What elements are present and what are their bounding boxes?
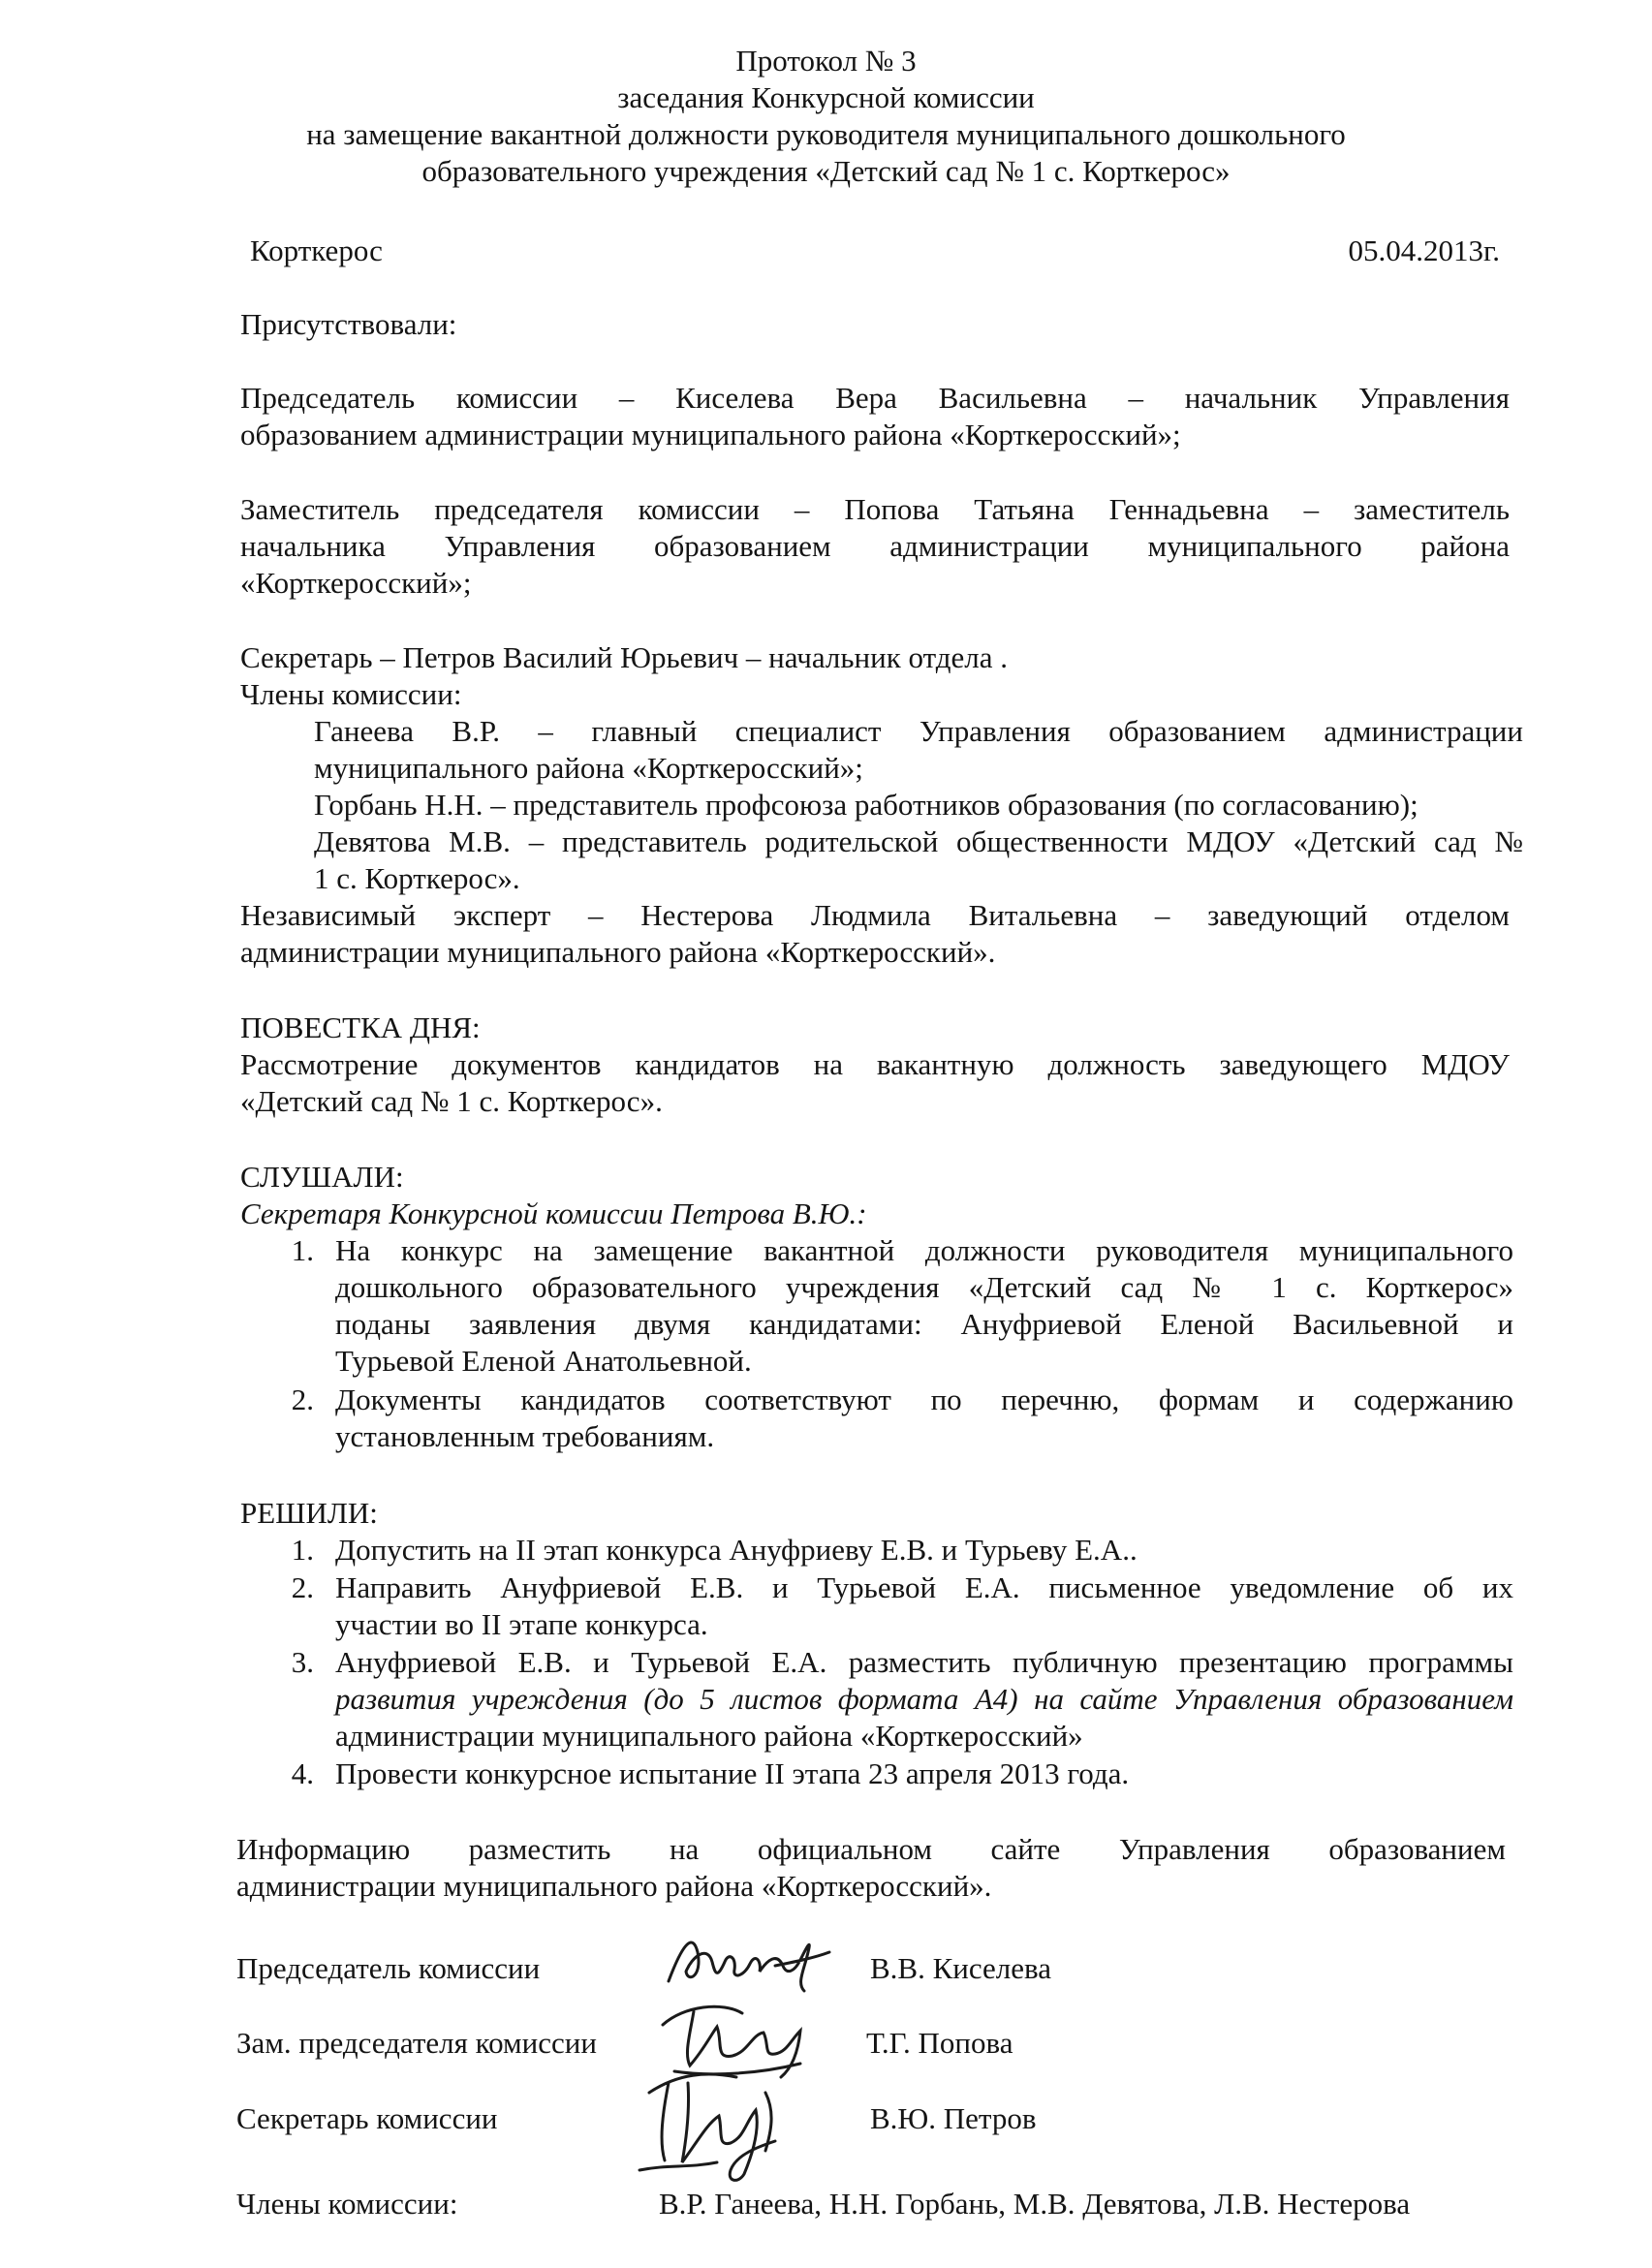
sig-secretary-role: Секретарь комиссии — [236, 2101, 498, 2135]
title-line-3: на замещение вакантной должности руководителя муниципального дошкольного — [306, 117, 1346, 151]
expert-line-2: администрации муниципального района «Корткеросский». — [240, 935, 996, 969]
info-line-2: администрации муниципального района «Корткеросский». — [236, 1869, 992, 1903]
heard-item-1-line-1: На конкурс на замещение вакантной должности руководителя муниципального — [335, 1233, 1513, 1267]
member-3-line-1: Девятова М.В. – представитель родительской общественности МДОУ «Детский сад № — [314, 824, 1523, 858]
decided-item-1-line-1: Допустить на II этап конкурса Ануфриеву Е.В. и Турьеву Е.А.. — [335, 1533, 1138, 1567]
sig-deputy-name: Т.Г. Попова — [866, 2026, 1013, 2060]
date: 05.04.2013г. — [1348, 233, 1500, 267]
deputy-line-3: «Корткеросский»; — [240, 566, 472, 600]
member-3-line-2: 1 с. Корткерос». — [314, 861, 520, 895]
attended-label: Присутствовали: — [240, 307, 457, 341]
agenda-line-1: Рассмотрение документов кандидатов на вакантную должность заведующего МДОУ — [240, 1047, 1510, 1081]
decided-item-4-line-1: Провести конкурсное испытание II этапа 23 апреля 2013 года. — [335, 1756, 1130, 1790]
agenda-line-2: «Детский сад № 1 с. Корткерос». — [240, 1084, 663, 1118]
decided-item-3-number: 3. — [291, 1645, 314, 1679]
title-line-1: Протокол № 3 — [735, 44, 917, 78]
sig-chair-role: Председатель комиссии — [236, 1951, 541, 1985]
chair-paragraph — [240, 380, 1510, 453]
info-line-1: Информацию разместить на официальном сайте Управления образованием — [236, 1832, 1506, 1866]
sig-members-names: В.Р. Ганеева, Н.Н. Горбань, М.В. Девятова, Л.В. Нестерова — [659, 2187, 1411, 2221]
title-line-2: заседания Конкурсной комиссии — [617, 80, 1035, 114]
heard-item-2-line-2: установленным требованиям. — [335, 1419, 715, 1453]
decided-heading: РЕШИЛИ: — [240, 1496, 378, 1530]
decided-item-2-line-2: участии во II этапе конкурса. — [335, 1607, 708, 1641]
deputy-paragraph — [240, 491, 1510, 602]
sig-chair-name: В.В. Киселева — [870, 1951, 1051, 1985]
place: Корткерос — [250, 233, 383, 267]
heard-item-2-number: 2. — [291, 1383, 314, 1416]
decided-item-4-number: 4. — [291, 1756, 314, 1790]
sig-secretary-name: В.Ю. Петров — [870, 2101, 1037, 2135]
heard-heading: СЛУШАЛИ: — [240, 1160, 404, 1194]
heard-item-1 — [271, 1232, 1513, 1380]
decided-item-1-number: 1. — [291, 1533, 314, 1567]
decided-item-3-line-2: развития учреждения (до 5 листов формата А4) на сайте Управления образованием — [335, 1682, 1513, 1716]
decided-item-1 — [271, 1532, 1513, 1569]
heard-item-2 — [271, 1382, 1513, 1455]
agenda-section — [240, 1010, 1510, 1120]
deputy-line-1: Заместитель председателя комиссии – Попова Татьяна Геннадьевна – заместитель — [240, 492, 1510, 526]
sig-members-role: Члены комиссии: — [236, 2187, 458, 2221]
sig-deputy-role: Зам. председателя комиссии — [236, 2026, 597, 2060]
deputy-line-2: начальника Управления образованием администрации муниципального района — [240, 529, 1510, 563]
expert-paragraph — [240, 897, 1510, 971]
member-1-line-1: Ганеева В.Р. – главный специалист Управления образованием администрации — [314, 714, 1523, 748]
decided-item-3-line-3: администрации муниципального района «Корткеросский» — [335, 1719, 1083, 1753]
heard-speaker: Секретаря Конкурсной комиссии Петрова В.Ю.: — [240, 1196, 867, 1230]
decided-item-2 — [271, 1569, 1513, 1643]
chair-line-1: Председатель комиссии – Киселева Вера Васильевна – начальник Управления — [240, 381, 1510, 415]
secretary-signature — [630, 2054, 814, 2190]
agenda-heading: ПОВЕСТКА ДНЯ: — [240, 1010, 481, 1044]
member-1-line-2: муниципального района «Корткеросский»; — [314, 751, 863, 785]
member-2: Горбань Н.Н. – представитель профсоюза работников образования (по согласованию); — [314, 788, 1418, 822]
expert-line-1: Независимый эксперт – Нестерова Людмила Витальевна – заведующий отделом — [240, 898, 1510, 932]
members-label: Члены комиссии: — [240, 677, 462, 711]
document-title — [0, 43, 1652, 190]
title-line-4: образовательного учреждения «Детский сад № 1 с. Корткерос» — [421, 154, 1231, 188]
chair-signature — [659, 1923, 853, 2001]
info-paragraph — [236, 1831, 1506, 1905]
secretary-line: Секретарь – Петров Василий Юрьевич – начальник отдела . — [240, 640, 1008, 674]
chair-line-2: образованием администрации муниципального района «Корткеросский»; — [240, 418, 1181, 451]
heard-item-2-line-1: Документы кандидатов соответствуют по перечню, формам и содержанию — [335, 1383, 1513, 1416]
heard-item-1-line-2: дошкольного образовательного учреждения «Детский сад № 1 с. Корткерос» — [335, 1270, 1513, 1304]
decided-item-4 — [271, 1755, 1513, 1792]
decided-item-2-line-1: Направить Ануфриевой Е.В. и Турьевой Е.А. письменное уведомление об их — [335, 1570, 1513, 1604]
heard-item-1-line-3: поданы заявления двумя кандидатами: Ануфриевой Еленой Васильевной и — [335, 1307, 1513, 1341]
decided-item-3 — [271, 1644, 1513, 1755]
decided-item-3-line-1: Ануфриевой Е.В. и Турьевой Е.А. разместить публичную презентацию программы — [335, 1645, 1513, 1679]
decided-item-2-number: 2. — [291, 1570, 314, 1604]
members-list — [314, 713, 1523, 897]
heard-item-1-number: 1. — [291, 1233, 314, 1267]
heard-item-1-line-4: Турьевой Еленой Анатольевной. — [335, 1344, 752, 1378]
